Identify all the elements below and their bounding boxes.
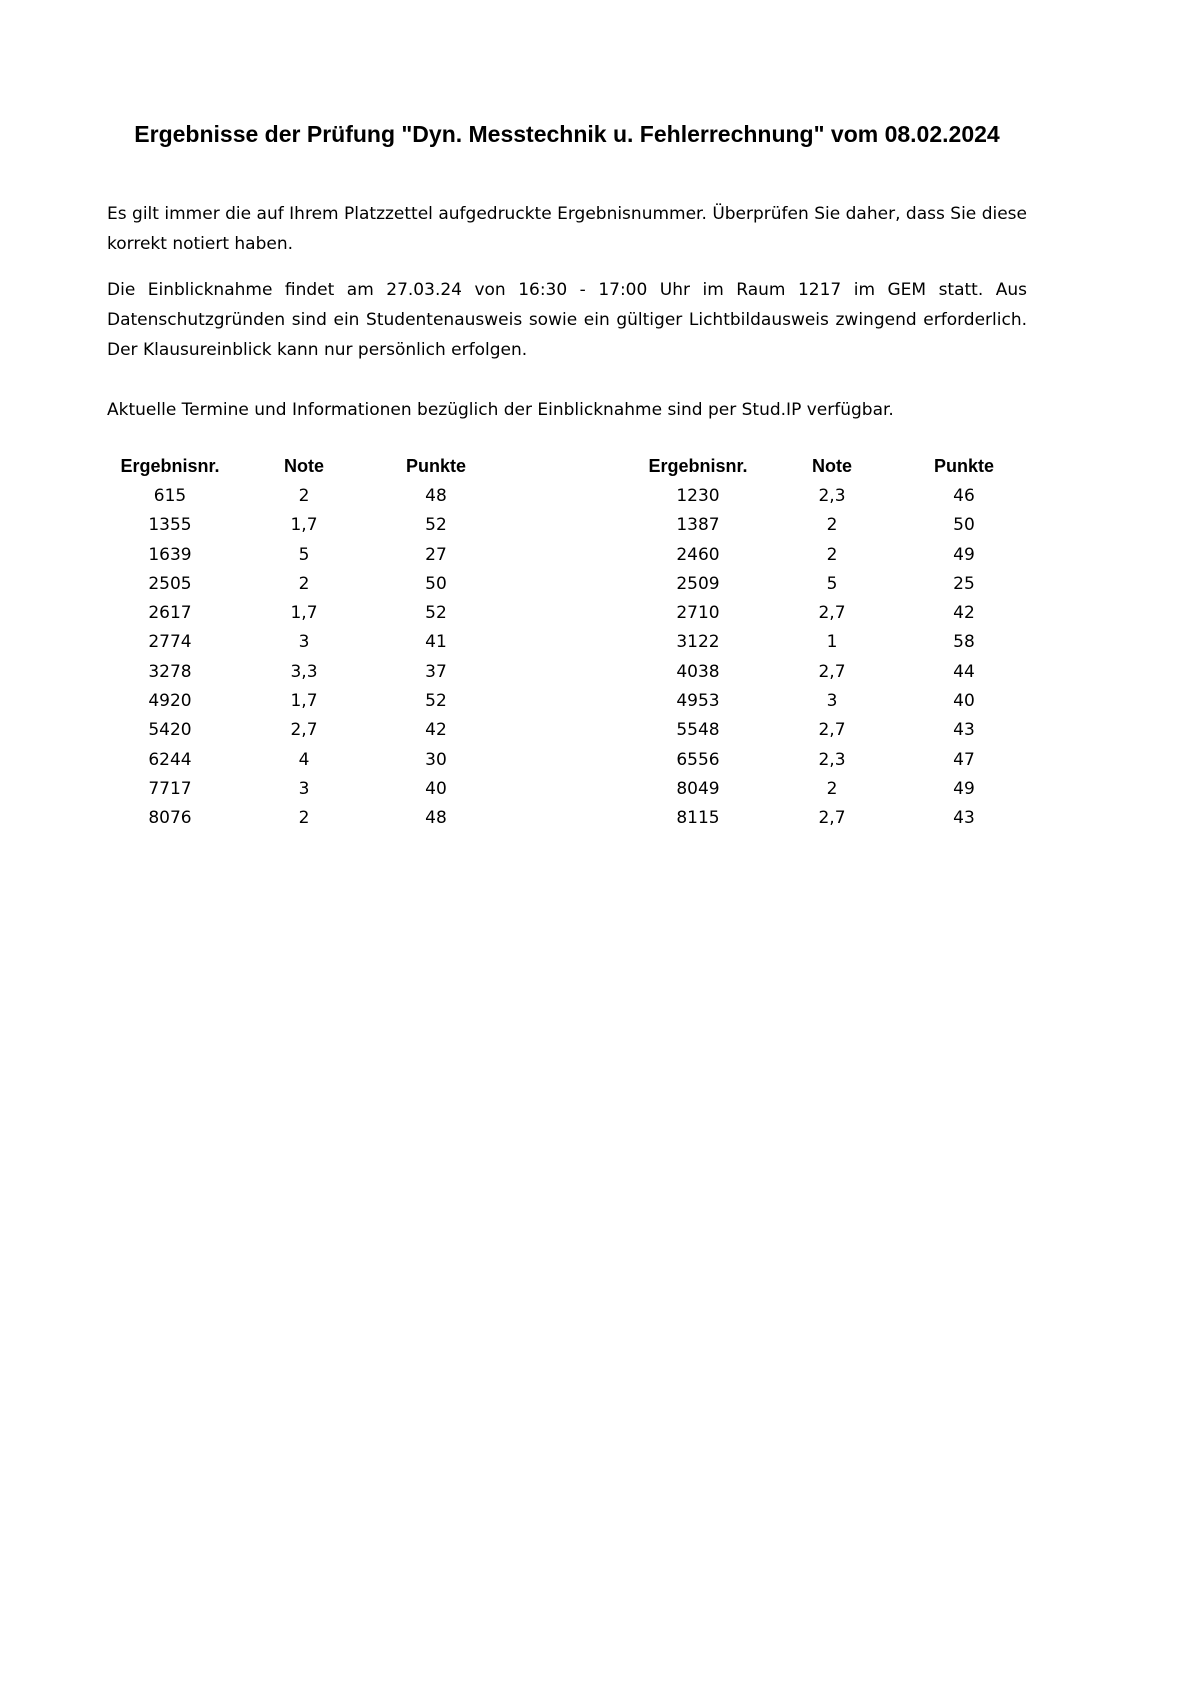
table-row — [631, 657, 1029, 686]
cell-ergebnisnr: 8049 — [676, 778, 720, 799]
header-note: Note — [812, 456, 852, 477]
cell-ergebnisnr: 1639 — [148, 544, 192, 565]
table-row — [631, 598, 1029, 627]
cell-punkte: 48 — [425, 485, 447, 506]
cell-note: 5 — [826, 573, 838, 594]
results-table-right-body — [631, 481, 1029, 833]
header-punkte: Punkte — [405, 456, 466, 477]
paragraph-result-number-note: Es gilt immer die auf Ihrem Platzzettel aufgedruckte Ergebnisnummer. Überprüfen Sie daher, dass Sie diese korrekt notiert haben. — [107, 204, 1027, 254]
cell-note: 2,7 — [818, 720, 846, 741]
results-table-left-body — [103, 481, 501, 833]
cell-ergebnisnr: 4038 — [676, 661, 720, 682]
cell-note: 1,7 — [290, 603, 318, 624]
cell-punkte: 49 — [953, 544, 975, 565]
table-row — [631, 511, 1029, 540]
cell-ergebnisnr: 6556 — [676, 749, 720, 770]
cell-note: 2 — [826, 544, 838, 565]
cell-punkte: 44 — [953, 661, 975, 682]
cell-punkte: 25 — [953, 573, 975, 594]
table-row — [103, 598, 501, 627]
table-row — [103, 745, 501, 774]
cell-ergebnisnr: 2509 — [676, 573, 720, 594]
cell-note: 3 — [298, 778, 310, 799]
cell-ergebnisnr: 8076 — [148, 808, 192, 829]
cell-note: 2,7 — [818, 808, 846, 829]
cell-punkte: 30 — [425, 749, 447, 770]
cell-ergebnisnr: 5420 — [148, 720, 192, 741]
cell-ergebnisnr: 1230 — [676, 485, 720, 506]
cell-note: 2,3 — [818, 749, 846, 770]
cell-punkte: 42 — [953, 603, 975, 624]
paragraph-inspection-info: Die Einblicknahme findet am 27.03.24 von 16:30 - 17:00 Uhr im Raum 1217 im GEM statt. Aus Datenschutzgründen sind ein Studentenausweis sowie ein gültiger Lichtbildausweis zwingend erforderlich. Der Klausureinblick kann nur persönlich erfolgen. — [107, 280, 1027, 360]
cell-note: 4 — [298, 749, 310, 770]
cell-ergebnisnr: 5548 — [676, 720, 720, 741]
cell-note: 2,7 — [818, 603, 846, 624]
cell-ergebnisnr: 2505 — [148, 573, 192, 594]
cell-punkte: 52 — [425, 515, 447, 536]
table-row — [631, 481, 1029, 510]
header-punkte: Punkte — [933, 456, 994, 477]
cell-ergebnisnr: 3278 — [148, 661, 192, 682]
table-row — [631, 716, 1029, 745]
cell-ergebnisnr: 8115 — [676, 808, 720, 829]
cell-note: 2,7 — [290, 720, 318, 741]
table-row — [631, 745, 1029, 774]
cell-note: 1,7 — [290, 691, 318, 712]
cell-ergebnisnr: 3122 — [676, 632, 720, 653]
cell-punkte: 41 — [425, 632, 447, 653]
table-row — [103, 511, 501, 540]
cell-punkte: 50 — [953, 515, 975, 536]
cell-note: 2 — [298, 485, 310, 506]
table-row — [631, 774, 1029, 803]
results-table-header-row — [103, 452, 501, 481]
table-row — [103, 540, 501, 569]
results-table-header-row — [631, 452, 1029, 481]
header-note: Note — [284, 456, 324, 477]
cell-ergebnisnr: 4953 — [676, 691, 720, 712]
cell-ergebnisnr: 1387 — [676, 515, 720, 536]
cell-ergebnisnr: 2710 — [676, 603, 720, 624]
cell-ergebnisnr: 4920 — [148, 691, 192, 712]
table-row — [103, 804, 501, 833]
cell-note: 5 — [298, 544, 310, 565]
table-row — [103, 481, 501, 510]
cell-note: 2,7 — [818, 661, 846, 682]
cell-note: 3 — [298, 632, 310, 653]
cell-note: 2 — [826, 515, 838, 536]
table-row — [631, 540, 1029, 569]
table-row — [103, 628, 501, 657]
cell-punkte: 37 — [425, 661, 447, 682]
cell-punkte: 47 — [953, 749, 975, 770]
cell-punkte: 49 — [953, 778, 975, 799]
table-row — [103, 774, 501, 803]
table-row — [103, 716, 501, 745]
cell-punkte: 43 — [953, 808, 975, 829]
table-row — [631, 569, 1029, 598]
cell-ergebnisnr: 2460 — [676, 544, 720, 565]
table-row — [631, 804, 1029, 833]
paragraph-studip-info: Aktuelle Termine und Informationen bezüglich der Einblicknahme sind per Stud.IP verfügbar. — [107, 400, 894, 420]
cell-ergebnisnr: 2774 — [148, 632, 192, 653]
cell-note: 2 — [298, 808, 310, 829]
table-row — [631, 628, 1029, 657]
cell-note: 3 — [826, 691, 838, 712]
table-row — [103, 657, 501, 686]
cell-ergebnisnr: 6244 — [148, 749, 192, 770]
document-title: Ergebnisse der Prüfung "Dyn. Messtechnik u. Fehlerrechnung" vom 08.02.2024 — [134, 121, 1000, 147]
cell-punkte: 46 — [953, 485, 975, 506]
cell-ergebnisnr: 2617 — [148, 603, 192, 624]
cell-ergebnisnr: 7717 — [148, 778, 192, 799]
results-table-right — [631, 452, 1029, 833]
cell-note: 2 — [298, 573, 310, 594]
cell-punkte: 50 — [425, 573, 447, 594]
header-ergebnisnr: Ergebnisnr. — [120, 456, 220, 477]
cell-ergebnisnr: 1355 — [148, 515, 192, 536]
cell-punkte: 42 — [425, 720, 447, 741]
cell-punkte: 40 — [953, 691, 975, 712]
table-row — [103, 686, 501, 715]
table-row — [103, 569, 501, 598]
cell-note: 1,7 — [290, 515, 318, 536]
table-row — [631, 686, 1029, 715]
cell-punkte: 27 — [425, 544, 447, 565]
cell-note: 2,3 — [818, 485, 846, 506]
cell-note: 1 — [826, 632, 838, 653]
cell-note: 2 — [826, 778, 838, 799]
cell-punkte: 52 — [425, 603, 447, 624]
cell-punkte: 43 — [953, 720, 975, 741]
results-table-left — [103, 452, 501, 833]
cell-note: 3,3 — [290, 661, 318, 682]
cell-punkte: 58 — [953, 632, 975, 653]
cell-punkte: 52 — [425, 691, 447, 712]
cell-punkte: 48 — [425, 808, 447, 829]
header-ergebnisnr: Ergebnisnr. — [648, 456, 748, 477]
cell-punkte: 40 — [425, 778, 447, 799]
cell-ergebnisnr: 615 — [153, 485, 187, 506]
